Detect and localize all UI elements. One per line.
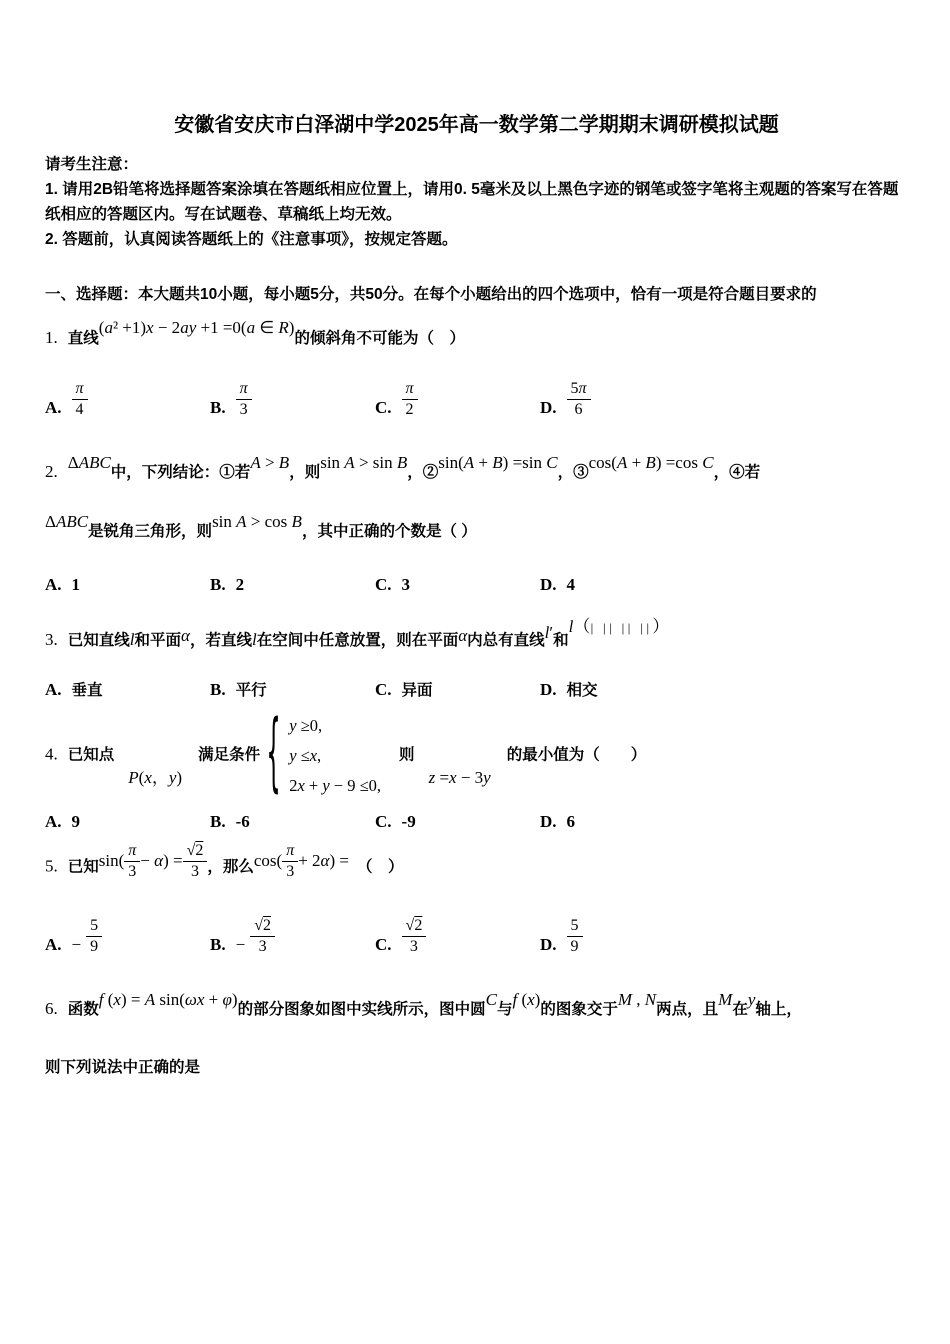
- fraction-numerator: π: [124, 842, 140, 862]
- stem-text: 和平面: [134, 632, 182, 650]
- option-content: [567, 682, 598, 701]
- inequality-row: y ≥0,: [289, 715, 323, 735]
- option-content: [567, 380, 591, 419]
- option-content: [402, 682, 433, 701]
- stem-text: 的图象交于: [540, 1000, 618, 1018]
- question-stem-line: [45, 318, 908, 354]
- math-expression: 6.: [45, 998, 58, 1018]
- option-A: [45, 917, 210, 956]
- option-D: [540, 917, 908, 956]
- option-A: [45, 680, 210, 700]
- stem-text: 内总有直线: [467, 632, 545, 650]
- option-label: C.: [375, 574, 392, 594]
- option-C: [375, 575, 540, 595]
- question-5: [45, 841, 908, 956]
- fraction-numerator: π: [72, 380, 88, 400]
- question-stem-line: [45, 452, 908, 488]
- fraction-denominator: 4: [75, 400, 84, 418]
- option-label: D.: [540, 811, 557, 831]
- question-stem-line: [45, 703, 908, 804]
- options-row: [45, 680, 908, 700]
- stem-text: 已知点: [67, 746, 115, 764]
- math-expression: y: [747, 989, 756, 1009]
- fraction-numerator: √2: [250, 917, 275, 937]
- options-row: [45, 575, 908, 595]
- math-expression: 2.: [45, 461, 58, 481]
- math-expression: sin A > sin B: [320, 452, 408, 472]
- option-A: [45, 380, 210, 419]
- option-content: [567, 812, 576, 832]
- stem-text: 平行: [235, 682, 267, 699]
- option-label: D.: [540, 398, 557, 418]
- option-label: B.: [210, 680, 226, 700]
- fraction: [183, 842, 208, 881]
- option-A: [45, 812, 210, 832]
- math-expression: P(x，y): [128, 768, 183, 788]
- fraction: [402, 917, 427, 956]
- stem-text: 已知直线: [67, 632, 130, 650]
- fraction: [124, 842, 140, 881]
- math-expression: ΔABC: [67, 452, 111, 472]
- option-content: [567, 575, 576, 595]
- stem-text: 在空间中任意放置，则在平面: [256, 632, 459, 650]
- question-stem-line: [45, 617, 908, 656]
- fraction-denominator: 3: [258, 937, 267, 955]
- math-expression: l（: [568, 617, 591, 637]
- math-expression: l′: [544, 623, 554, 643]
- stem-text: 在: [732, 1000, 748, 1018]
- fraction-denominator: 3: [190, 862, 199, 880]
- math-expression: −: [71, 935, 82, 955]
- math-expression: α: [181, 626, 190, 646]
- inequality-system: [264, 703, 382, 804]
- fraction-numerator: π: [236, 380, 252, 400]
- option-label: D.: [540, 680, 557, 700]
- option-label: B.: [210, 398, 226, 418]
- option-content: [402, 917, 427, 956]
- question-stem-line: [45, 1053, 908, 1083]
- fraction: [236, 380, 252, 419]
- fraction: [250, 917, 275, 956]
- option-label: C.: [375, 398, 392, 418]
- option-content: [72, 917, 103, 956]
- option-value: 4: [566, 574, 576, 594]
- option-D: [540, 380, 908, 419]
- math-expression: l: [129, 630, 135, 650]
- question-stem-line: [45, 841, 908, 887]
- math-expression: z =x − 3y: [428, 768, 491, 788]
- notice-heading: 请考生注意：: [45, 156, 139, 173]
- stem-text: 垂直: [71, 682, 103, 699]
- math-expression: f (x) = A sin(ωx + φ): [98, 989, 238, 1009]
- math-expression: ΔABC: [45, 511, 89, 531]
- fraction: [567, 380, 591, 419]
- option-label: A.: [45, 398, 62, 418]
- fraction-denominator: 9: [570, 937, 579, 955]
- option-content: [236, 812, 250, 832]
- option-value: -9: [401, 811, 416, 831]
- stem-text: 的倾斜角不可能为（ ）: [294, 330, 465, 347]
- section-heading: 一、选择题：本大题共10小题，每小题5分，共50分。在每个小题给出的四个选项中，恰有一项是符合题目要求的: [45, 286, 817, 303]
- math-expression: sin(: [98, 850, 125, 870]
- math-expression: α: [458, 626, 468, 646]
- option-B: [210, 575, 375, 595]
- option-C: [375, 380, 540, 419]
- notice-item-2: 2. 答题前，认真阅读答题纸上的《注意事项》，按规定答题。: [45, 231, 458, 248]
- option-label: A.: [45, 574, 62, 594]
- question-2: [45, 452, 908, 595]
- option-content: [402, 380, 418, 419]
- fraction-denominator: 2: [405, 400, 414, 418]
- stem-text: 和: [553, 632, 569, 650]
- math-expression: sin A > cos B: [212, 511, 302, 531]
- fraction-numerator: √2: [183, 842, 208, 862]
- fraction-numerator: π: [402, 380, 418, 400]
- math-expression: cos(A + B) =cos C: [588, 452, 714, 472]
- option-label: C.: [375, 935, 392, 955]
- stem-text: 满足条件: [198, 746, 261, 764]
- fraction: [282, 842, 298, 881]
- option-label: D.: [540, 574, 557, 594]
- notice-block: [45, 152, 908, 252]
- option-A: [45, 575, 210, 595]
- option-D: [540, 575, 908, 595]
- question-1: [45, 318, 908, 419]
- question-stem-line: [45, 989, 908, 1025]
- fraction-numerator: π: [282, 842, 298, 862]
- fraction-denominator: 3: [128, 862, 137, 880]
- option-content: [72, 380, 88, 419]
- option-content: [72, 682, 103, 701]
- stem-text: 中，下列结论：①若: [110, 463, 251, 481]
- option-label: B.: [210, 574, 226, 594]
- left-brace: {: [266, 703, 281, 804]
- options-row: [45, 917, 908, 956]
- option-content: [72, 812, 81, 832]
- option-C: [375, 917, 540, 956]
- option-D: [540, 812, 908, 832]
- option-label: B.: [210, 935, 226, 955]
- stem-text: 异面: [401, 682, 433, 699]
- notice-item-1: 1. 请用2B铅笔将选择题答案涂填在答题纸相应位置上，请用0. 5毫米及以上黑色字迹的钢笔或签字笔将主观题的答案写在答题纸相应的答题区内。写在试题卷、草稿纸上均无效。: [45, 181, 899, 223]
- math-expression: 1.: [45, 328, 58, 347]
- stem-text: 相交: [566, 682, 598, 699]
- fraction-denominator: 3: [409, 937, 418, 955]
- stem-text: ，其中正确的个数是（ ）: [301, 522, 477, 540]
- stem-text: 的部分图象如图中实线所示，图中圆: [237, 1000, 486, 1018]
- option-label: C.: [375, 680, 392, 700]
- stem-text: ，则: [289, 463, 321, 481]
- stem-text: 的最小值为（ ）: [506, 746, 647, 764]
- math-expression: − α) =: [140, 850, 183, 870]
- stem-text: 则下列说法中正确的是: [45, 1058, 201, 1076]
- option-content: [236, 917, 275, 956]
- fraction-denominator: 3: [286, 862, 295, 880]
- inequality-row: 2x + y − 9 ≤0,: [289, 775, 382, 795]
- fraction: [567, 917, 583, 956]
- math-expression: 4.: [45, 744, 58, 764]
- option-value: 9: [71, 811, 81, 831]
- fraction-numerator: √2: [402, 917, 427, 937]
- option-value: 3: [401, 574, 411, 594]
- stem-text: 与: [496, 1000, 513, 1018]
- math-expression: C: [485, 989, 497, 1009]
- question-3: [45, 617, 908, 700]
- options-row: [45, 380, 908, 419]
- math-expression: A > B: [250, 452, 290, 472]
- fraction-numerator: 5: [86, 917, 102, 937]
- math-expression: −: [235, 935, 246, 955]
- fraction-numerator: 5π: [567, 380, 591, 400]
- option-label: C.: [375, 811, 392, 831]
- question-stem-line: [45, 511, 908, 547]
- math-expression: 5.: [45, 856, 58, 876]
- fraction-denominator: 6: [574, 400, 583, 418]
- option-value: -6: [235, 811, 250, 831]
- fraction: [72, 380, 88, 419]
- fraction-numerator: 5: [567, 917, 583, 937]
- math-expression: f (x): [512, 989, 541, 1009]
- option-content: [236, 575, 245, 595]
- math-expression: (a² +1)x − 2ay +1 =0(a ∈ R): [98, 318, 295, 337]
- option-B: [210, 380, 375, 419]
- stem-text: 两点，且: [656, 1000, 719, 1018]
- option-label: A.: [45, 935, 62, 955]
- option-value: 1: [71, 574, 81, 594]
- option-content: [72, 575, 81, 595]
- questions-list: [45, 318, 908, 1083]
- math-expression: l: [251, 630, 257, 650]
- option-content: [402, 575, 411, 595]
- option-content: [402, 812, 416, 832]
- option-label: B.: [210, 811, 226, 831]
- option-value: 2: [235, 574, 245, 594]
- page-title: 安徽省安庆市白泽湖中学2025年高一数学第二学期期末调研模拟试题: [174, 114, 779, 136]
- question-4: [45, 703, 908, 832]
- math-expression: sin(A + B) =sin C: [438, 452, 558, 472]
- stem-text: ，那么: [207, 858, 254, 876]
- option-label: A.: [45, 680, 62, 700]
- option-value: 6: [566, 811, 576, 831]
- option-content: [567, 917, 583, 956]
- stem-text: ，②: [407, 463, 439, 481]
- inequality-row: y ≤x,: [289, 745, 322, 765]
- math-expression: 3.: [45, 630, 58, 650]
- inequality-rows: [289, 713, 381, 798]
- question-6: [45, 989, 908, 1083]
- stem-text: 是锐角三角形，则: [88, 522, 213, 540]
- option-B: [210, 812, 375, 832]
- option-B: [210, 680, 375, 700]
- options-row: [45, 812, 908, 832]
- math-expression: cos(: [253, 850, 283, 870]
- stem-text: ，④若: [713, 463, 761, 481]
- stem-text: 直线: [67, 330, 99, 347]
- math-expression: ）: [652, 617, 670, 637]
- option-content: [236, 682, 267, 701]
- stem-text: ，若直线: [189, 632, 252, 650]
- option-label: D.: [540, 935, 557, 955]
- stem-text: 则: [399, 746, 415, 764]
- faint-marks: | || || ||: [590, 621, 653, 636]
- stem-text: 轴上，: [755, 1000, 802, 1018]
- math-expression: + 2α) =: [298, 850, 349, 870]
- option-C: [375, 680, 540, 700]
- stem-text: 已知: [67, 858, 99, 876]
- option-D: [540, 680, 908, 700]
- option-label: A.: [45, 811, 62, 831]
- fraction: [402, 380, 418, 419]
- fraction: [86, 917, 102, 956]
- math-expression: M: [718, 989, 733, 1009]
- option-B: [210, 917, 375, 956]
- stem-text: 函数: [67, 1000, 99, 1018]
- math-expression: M , N: [617, 989, 657, 1009]
- stem-text: ，③: [557, 463, 589, 481]
- option-content: [236, 380, 252, 419]
- option-C: [375, 812, 540, 832]
- stem-text: （ ）: [356, 858, 404, 876]
- fraction-denominator: 9: [90, 937, 99, 955]
- fraction-denominator: 3: [239, 400, 248, 418]
